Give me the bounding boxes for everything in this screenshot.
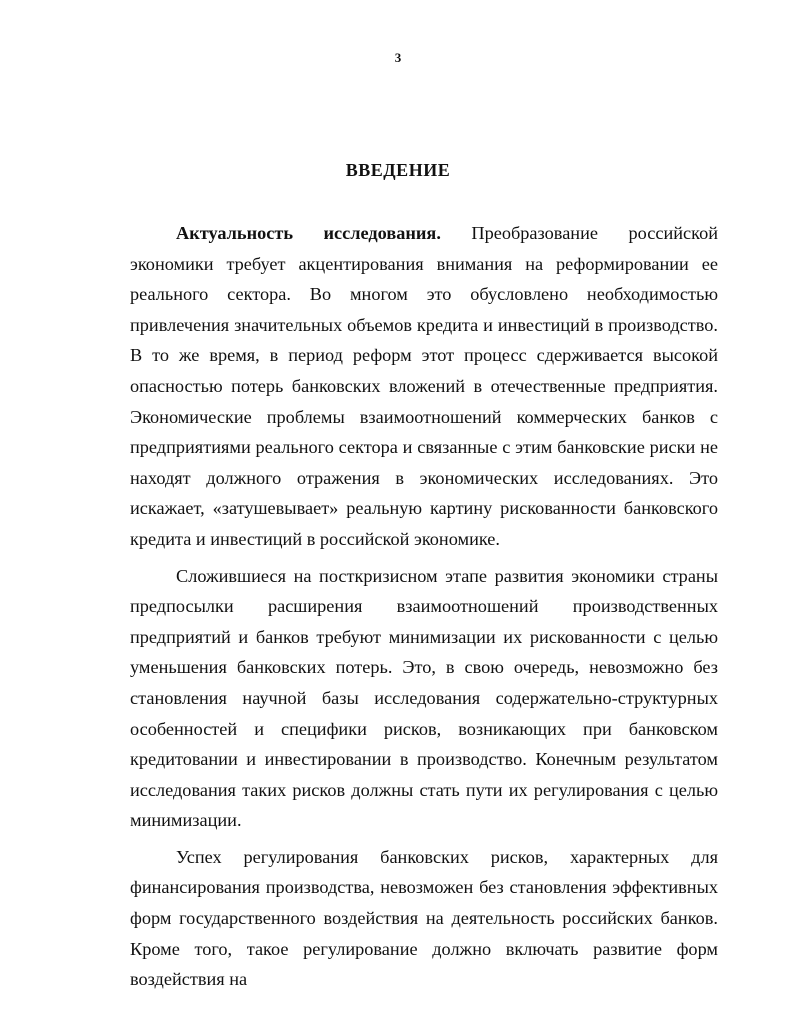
paragraph-text: Сложившиеся на посткризисном этапе развития экономики страны предпосылки расширения взаимоотношений производственных предприятий и банков требуют минимизации их рискованности с целью уменьшения банковских потерь. Это, в свою очередь, невозможно без становления научной базы исследования содержательно-структурных особенностей и специфики рисков, возникающих при банковском кредитовании и инвестировании в производство. Конечным результатом исследования таких рисков должны стать пути их регулирования с целью минимизации. xyxy=(130,565,718,831)
paragraph-lead: Актуальность исследования. xyxy=(176,223,441,243)
paragraph-regulation xyxy=(130,842,718,995)
paragraph-text: Успех регулирования банковских рисков, характерных для финансирования производства, невозможен без становления эффективных форм государственного воздействия на деятельность российских банков. Кроме того, такое регулирование должно включать развитие форм воздействия на xyxy=(130,846,718,990)
page-number: 3 xyxy=(394,50,402,65)
section-heading: ВВЕДЕНИЕ xyxy=(345,160,451,180)
body-text xyxy=(130,218,718,1001)
paragraph-text: Преобразование российской экономики требует акцентирования внимания на реформировании ее реального сектора. Во многом это обусловлено необходимостью привлечения значительных объемов кредита и инвестиций в производство. В то же время, в период реформ этот процесс сдерживается высокой опасностью потерь банковских вложений в отечественные предприятия. Экономические проблемы взаимоотношений коммерческих банков с предприятиями реального сектора и связанные с этим банковские риски не находят должного отражения в экономических исследованиях. Это искажает, «затушевывает» реальную картину рискованности банковского кредита и инвестиций в российской экономике. xyxy=(130,223,718,549)
paragraph-relevance xyxy=(130,218,718,555)
paragraph-preconditions xyxy=(130,561,718,836)
